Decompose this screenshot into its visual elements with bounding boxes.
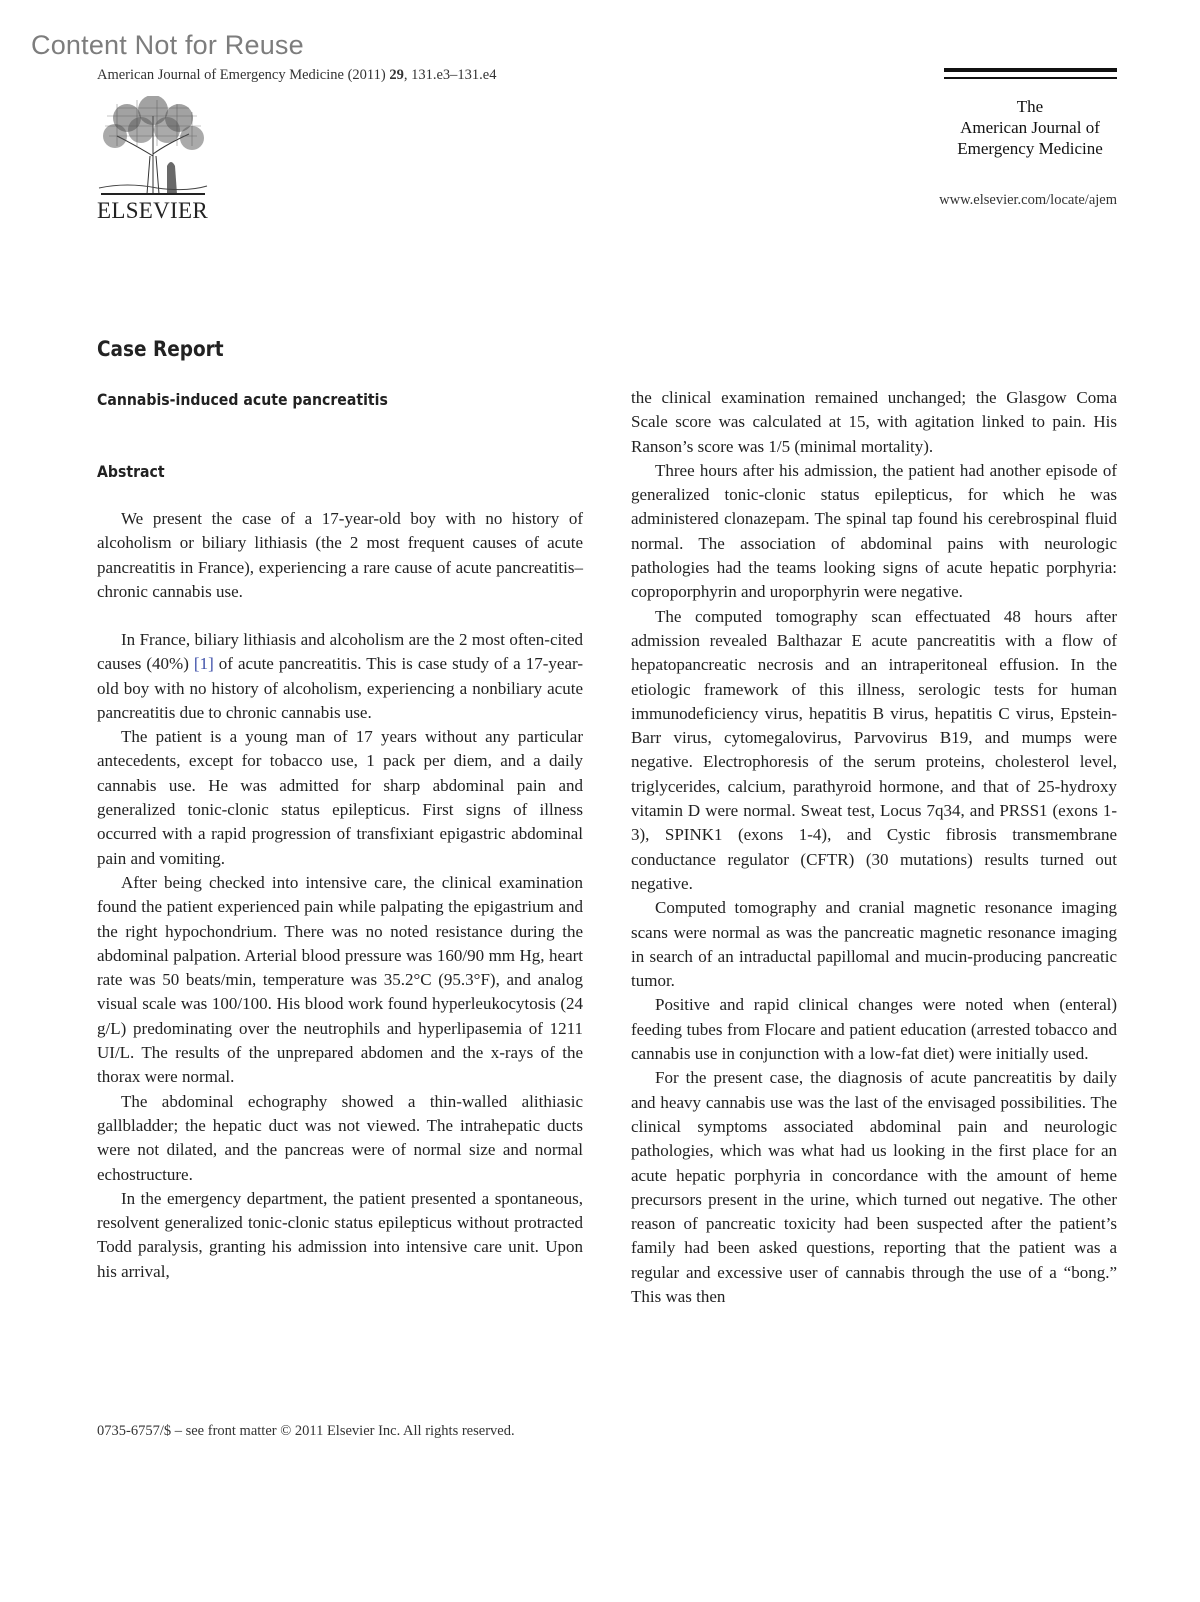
journal-citation xyxy=(97,67,496,84)
citation-pages: , 131.e3–131.e4 xyxy=(403,67,497,83)
journal-name-line-2: American Journal of xyxy=(960,118,1100,137)
abstract-paragraph: We present the case of a 17-year-old boy with no history of alcoholism or biliary lithiasis (the 2 most frequent causes of acute pancreatitis in France), experiencing a rare cause of acute pancreatitis–chronic cannabis use. xyxy=(97,509,583,601)
body-paragraph-9: Positive and rapid clinical changes were noted when (enteral) feeding tubes from Flocare and patient education (arrested tobacco and cannabis use in conjunction with a low-fat diet) were initially used. xyxy=(631,995,1117,1064)
article-title: Cannabis-induced acute pancreatitis xyxy=(97,390,388,409)
body-paragraph-5: In the emergency department, the patient presented a spontaneous, resolvent generalized tonic-clonic status epilepticus without protracted Todd paralysis, granting his admission into intensive care unit. Upon his arrival, xyxy=(97,1188,583,1281)
journal-name-line-1: The xyxy=(1016,97,1044,116)
body-paragraph-6: Three hours after his admission, the patient had another episode of generalized tonic-clonic status epilepticus, for which he was administered clonazepam. The spinal tap found his cerebrospinal fluid normal. The association of abdominal pains with neurologic pathologies had the teams looking signs of acute hepatic porphyria: coproporphyrin and uroporphyrin were negative. xyxy=(631,460,1117,602)
body-paragraph-2: The patient is a young man of 17 years without any particular antecedents, except for tobacco use, 1 pack per diem, and a daily cannabis use. He was admitted for sharp abdominal pain and generalized tonic-clonic status epilepticus. First signs of illness occurred with a rapid progression of transfixiant epigastric abdominal pain and vomiting. xyxy=(97,727,583,868)
section-label: Case Report xyxy=(97,337,224,361)
reference-link[interactable]: [1] xyxy=(193,654,214,674)
journal-name-line-3: Emergency Medicine xyxy=(957,139,1103,158)
citation-volume: 29 xyxy=(389,67,404,83)
body-paragraph-4: The abdominal echography showed a thin-walled alithiasic gallbladder; the hepatic duct was not viewed. The intrahepatic ducts were not dilated, and the pancreas were of normal size and normal echostructure. xyxy=(97,1091,583,1184)
right-column xyxy=(631,386,1117,1309)
body-paragraph-1 xyxy=(97,628,583,725)
paragraph-text: of acute pancreatitis. This is case study of a 17-year-old boy with no history of alcoholism, experiencing a nonbiliary acute pancreatitis due to chronic cannabis use. xyxy=(97,654,583,722)
abstract-body xyxy=(97,507,583,604)
abstract-heading: Abstract xyxy=(97,462,165,481)
publisher-name: ELSEVIER xyxy=(97,198,208,223)
journal-url-link[interactable]: www.elsevier.com/locate/ajem xyxy=(939,192,1117,208)
body-paragraph-continued: the clinical examination remained unchanged; the Glasgow Coma Scale score was calculated at 15, with agitation linked to pain. His Ranson’s score was 1/5 (minimal mortality). xyxy=(631,388,1117,456)
elsevier-tree-logo xyxy=(97,96,209,196)
copyright-footer: 0735-6757/$ – see front matter © 2011 Elsevier Inc. All rights reserved. xyxy=(97,1423,515,1439)
paragraph-text: In France, biliary lithiasis and alcoholism are the 2 most often-cited causes (40%) xyxy=(97,630,583,674)
journal-name xyxy=(930,96,1130,159)
left-column xyxy=(97,628,583,1284)
journal-rule-thick xyxy=(944,68,1117,72)
body-paragraph-8: Computed tomography and cranial magnetic resonance imaging scans were normal as was the pancreatic magnetic resonance imaging in search of an intraductal papillomal and mucin-producing pancreatic tumor. xyxy=(631,898,1117,991)
citation-prefix: American Journal of Emergency Medicine (2011) xyxy=(97,67,386,83)
body-paragraph-10: For the present case, the diagnosis of acute pancreatitis by daily and heavy cannabis use was the last of the envisaged possibilities. The clinical symptoms associated abdominal pain and neurologic pathologies, which was what had us looking in the first place for an acute hepatic porphyria in concordance with the amount of heme precursors present in the urine, which turned out negative. The other reason of pancreatic toxicity had been suspected after the patient’s family had been asked questions, reporting that the patient was a regular and excessive user of cannabis through the use of a “bong.” This was then xyxy=(631,1068,1117,1306)
journal-rule-thin xyxy=(944,77,1117,79)
watermark-text: Content Not for Reuse xyxy=(31,30,304,60)
body-paragraph-7: The computed tomography scan effectuated 48 hours after admission revealed Balthazar E acute pancreatitis with a flow of hepatopancreatic necrosis and an intraperitoneal effusion. In the etiologic framework of this illness, serologic tests for human immunodeficiency virus, hepatitis B virus, hepatitis C virus, Epstein-Barr virus, cytomegalovirus, Parvovirus B19, and mumps were negative. Electrophoresis of the serum proteins, cholesterol level, triglycerides, calcium, parathyroid hormone, and that of 25-hydroxy vitamin D were normal. Sweat test, Locus 7q34, and PRSS1 (exons 1-3), SPINK1 (exons 1-4), and Cystic fibrosis transmembrane conductance regulator (CFTR) (30 mutations) results turned out negative. xyxy=(631,606,1117,893)
body-paragraph-3: After being checked into intensive care, the clinical examination found the patient experienced pain while palpating the epigastrium and the right hypochondrium. There was no noted resistance during the abdominal palpation. Arterial blood pressure was 160/90 mm Hg, heart rate was 50 beats/min, temperature was 35.2°C (95.3°F), and analog visual scale was 100/100. His blood work found hyperleukocytosis (24 g/L) predominating over the neutrophils and hyperlipasemia of 1211 UI/L. The results of the unprepared abdomen and the x-rays of the thorax were normal. xyxy=(97,872,583,1087)
